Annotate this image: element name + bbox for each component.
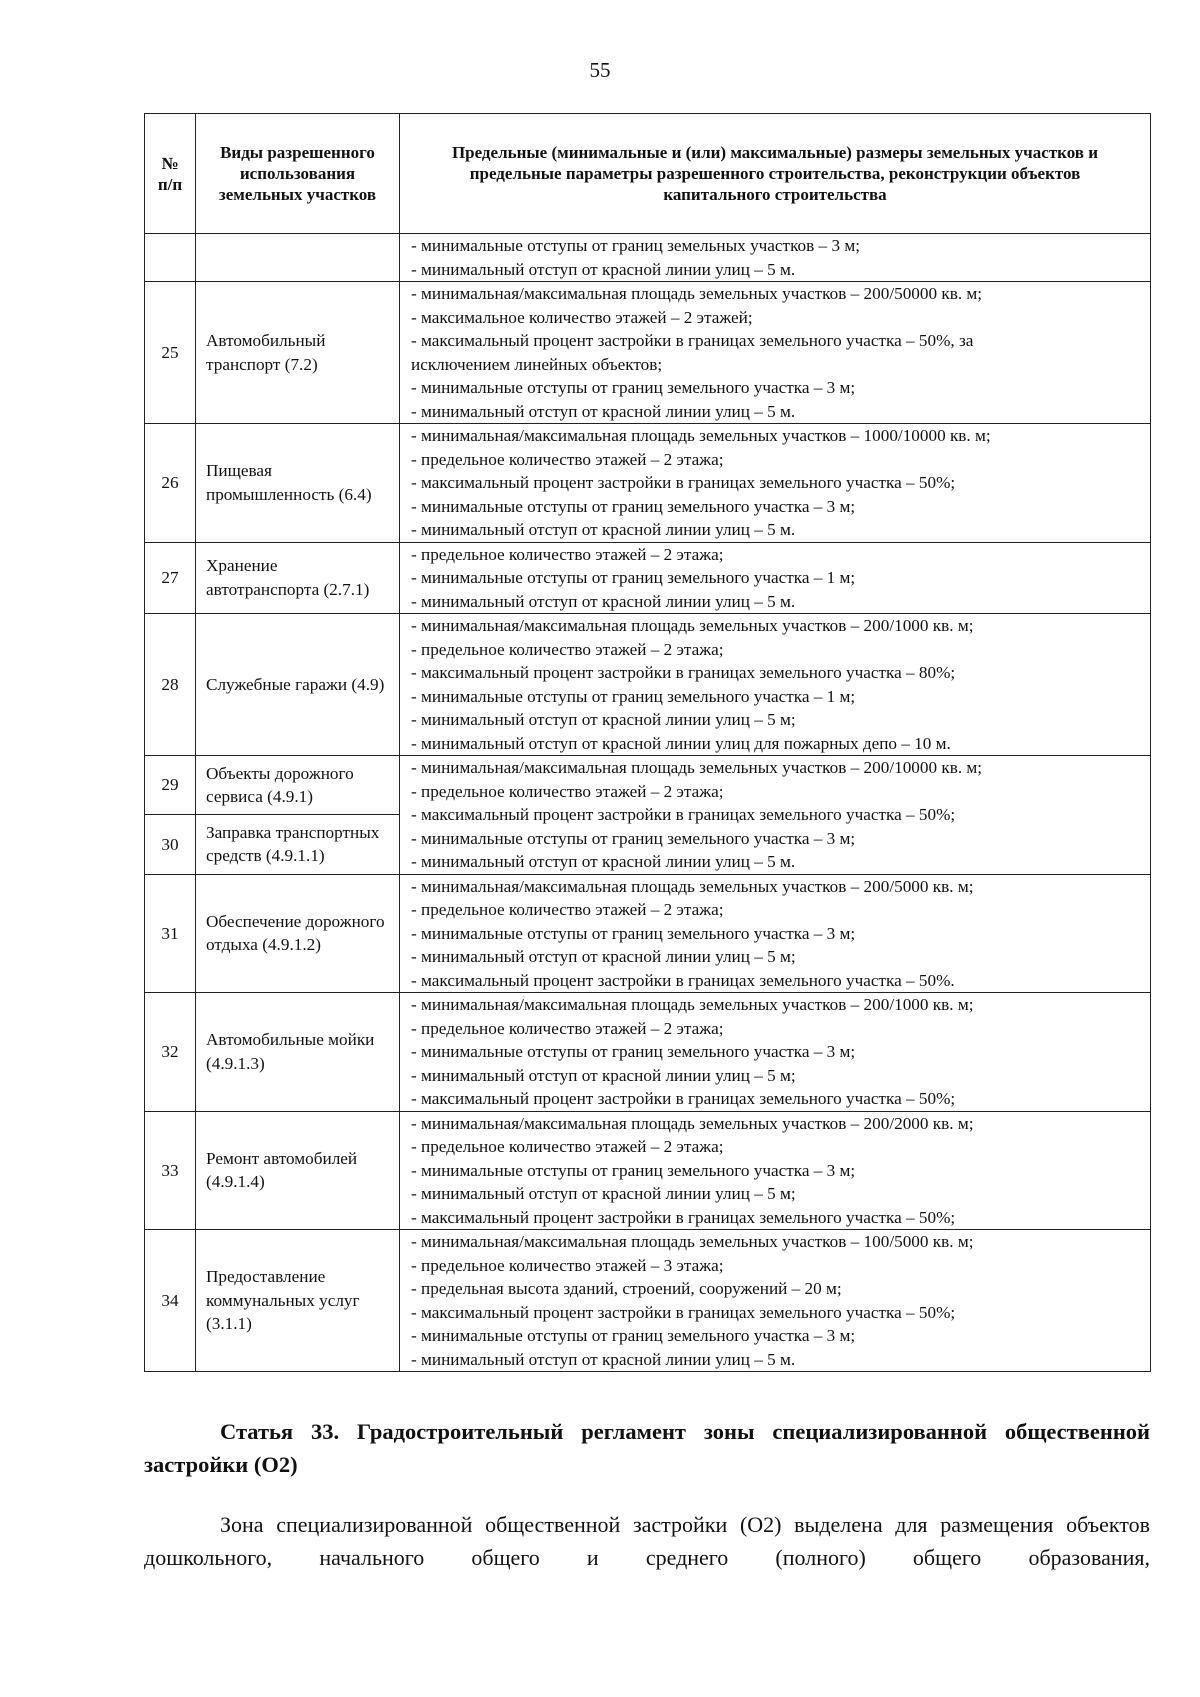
param-line: - максимальный процент застройки в границах земельного участка – 50%;: [411, 805, 956, 824]
param-line: - предельное количество этажей – 2 этажа;: [411, 544, 724, 564]
table-cell-params: [400, 1230, 1151, 1372]
table-row: [145, 993, 1151, 1112]
table-cell-name: Автомобильные мойки (4.9.1.3): [196, 993, 400, 1112]
param-line: - минимальный отступ от красной линии улиц – 5 м.: [411, 401, 796, 421]
table-cell-num: 33: [145, 1111, 196, 1230]
table-cell-params: [400, 282, 1151, 424]
table-row: [145, 614, 1151, 756]
table-cell-num: 29: [145, 756, 196, 815]
table-cell-params: [400, 234, 1151, 282]
param-line: - предельная высота зданий, строений, сооружений – 20 м;: [411, 1279, 842, 1298]
table-row: [145, 1230, 1151, 1372]
param-line: - минимальная/максимальная площадь земельных участков – 200/1000 кв. м;: [411, 616, 974, 635]
header-num: № п/п: [145, 114, 196, 234]
param-line: - минимальный отступ от красной линии улиц – 5 м.: [411, 259, 796, 279]
param-line: - предельное количество этажей – 3 этажа;: [411, 1255, 724, 1275]
table-cell-params: [400, 756, 1151, 875]
param-line: - максимальный процент застройки в границах земельного участка – 50%, за: [411, 331, 974, 350]
param-line: - минимальный отступ от красной линии улиц – 5 м.: [411, 591, 796, 611]
table-cell-num: 26: [145, 424, 196, 543]
table-cell-name: Объекты дорожного сервиса (4.9.1): [196, 756, 400, 815]
param-line: - максимальный процент застройки в границах земельного участка – 50%;: [411, 1207, 956, 1227]
param-line: - минимальный отступ от красной линии улиц – 5 м.: [411, 852, 796, 871]
param-line: - минимальный отступ от красной линии улиц – 5 м;: [411, 710, 796, 729]
param-line: - минимальные отступы от границ земельного участка – 3 м;: [411, 923, 856, 943]
param-line: - минимальные отступы от границ земельного участка – 3 м;: [411, 1326, 856, 1345]
param-line: - предельное количество этажей – 2 этажа;: [411, 781, 724, 801]
header-params: Предельные (минимальные и (или) максимальные) размеры земельных участков и предельные параметры разрешенного строительства, реконструкции объектов капитального строительства: [400, 114, 1151, 234]
table-cell-name: Заправка транспортных средств (4.9.1.1): [196, 815, 400, 874]
header-type: Виды разрешенного использования земельных участков: [196, 114, 400, 234]
table-cell-name: Пищевая промышленность (6.4): [196, 424, 400, 543]
table-cell-name: Предоставление коммунальных услуг (3.1.1): [196, 1230, 400, 1372]
param-line: - предельное количество этажей – 2 этажа;: [411, 449, 724, 469]
param-line: - минимальный отступ от красной линии улиц – 5 м;: [411, 1184, 796, 1203]
regulation-table: [144, 113, 1151, 1372]
param-line: - минимальная/максимальная площадь земельных участков – 200/2000 кв. м;: [411, 1113, 974, 1133]
table-cell-num: 32: [145, 993, 196, 1112]
param-line: - минимальная/максимальная площадь земельных участков – 1000/10000 кв. м;: [411, 426, 991, 445]
param-line: - минимальные отступы от границ земельных участков – 3 м;: [411, 236, 860, 255]
param-line: - предельное количество этажей – 2 этажа;: [411, 1137, 724, 1156]
param-line: - минимальные отступы от границ земельного участка – 3 м;: [411, 1042, 856, 1061]
param-line: - предельное количество этажей – 2 этажа;: [411, 900, 724, 919]
table-cell-num: 30: [145, 815, 196, 874]
table-header-row: [145, 114, 1151, 234]
table-cell-params: [400, 1111, 1151, 1230]
param-line: - минимальный отступ от красной линии улиц для пожарных депо – 10 м.: [411, 733, 951, 753]
param-line: - максимальный процент застройки в границах земельного участка – 50%.: [411, 970, 955, 990]
param-line: - минимальная/максимальная площадь земельных участков – 100/5000 кв. м;: [411, 1232, 974, 1251]
table-row: [145, 282, 1151, 424]
param-line: - минимальные отступы от границ земельного участка – 3 м;: [411, 496, 856, 516]
param-line: - максимальный процент застройки в границах земельного участка – 50%;: [411, 1089, 956, 1108]
param-line: - минимальный отступ от красной линии улиц – 5 м;: [411, 947, 796, 966]
table-row: [145, 756, 1151, 815]
param-line: - максимальный процент застройки в границах земельного участка – 50%;: [411, 1302, 956, 1322]
param-line: - минимальная/максимальная площадь земельных участков – 200/5000 кв. м;: [411, 876, 974, 896]
table-cell-params: [400, 542, 1151, 614]
table-row: [145, 1111, 1151, 1230]
table-cell-num: 25: [145, 282, 196, 424]
param-line: - минимальный отступ от красной линии улиц – 5 м.: [411, 520, 796, 539]
param-line: - максимальный процент застройки в границах земельного участка – 50%;: [411, 473, 956, 492]
table-cell-num: 31: [145, 874, 196, 993]
table-cell-name: [196, 234, 400, 282]
table-cell-num: 27: [145, 542, 196, 614]
table-cell-name: Хранение автотранспорта (2.7.1): [196, 542, 400, 614]
table-cell-num: [145, 234, 196, 282]
table-cell-name: Автомобильный транспорт (7.2): [196, 282, 400, 424]
param-line: - минимальные отступы от границ земельного участка – 3 м;: [411, 828, 856, 848]
table-cell-params: [400, 424, 1151, 543]
param-line: - минимальные отступы от границ земельного участка – 3 м;: [411, 378, 856, 397]
param-line: - минимальная/максимальная площадь земельных участков – 200/50000 кв. м;: [411, 284, 983, 303]
param-line: - минимальный отступ от красной линии улиц – 5 м.: [411, 1349, 796, 1369]
table-cell-num: 28: [145, 614, 196, 756]
table-row: [145, 424, 1151, 543]
table-row: [145, 542, 1151, 614]
param-line: - предельное количество этажей – 2 этажа;: [411, 639, 724, 659]
table-row: [145, 234, 1151, 282]
param-line: - минимальная/максимальная площадь земельных участков – 200/1000 кв. м;: [411, 995, 974, 1014]
table-cell-name: Обеспечение дорожного отдыха (4.9.1.2): [196, 874, 400, 993]
param-line: - максимальное количество этажей – 2 этажей;: [411, 307, 753, 327]
param-line: - минимальные отступы от границ земельного участка – 3 м;: [411, 1160, 856, 1180]
param-line: - предельное количество этажей – 2 этажа;: [411, 1018, 724, 1038]
table-cell-params: [400, 874, 1151, 993]
param-line: - минимальная/максимальная площадь земельных участков – 200/10000 кв. м;: [411, 758, 983, 777]
param-line: - минимальные отступы от границ земельного участка – 1 м;: [411, 568, 856, 587]
table-cell-num: 34: [145, 1230, 196, 1372]
param-line: - минимальные отступы от границ земельного участка – 1 м;: [411, 686, 856, 706]
param-line: исключением линейных объектов;: [411, 354, 663, 374]
article-paragraph: Зона специализированной общественной застройки (О2) выделена для размещения объектов дошкольного, начального общего и среднего (полного) общего образования,: [144, 1512, 1150, 1570]
table-row: [145, 874, 1151, 993]
table-cell-name: Ремонт автомобилей (4.9.1.4): [196, 1111, 400, 1230]
param-line: - минимальный отступ от красной линии улиц – 5 м;: [411, 1065, 796, 1085]
param-line: - максимальный процент застройки в границах земельного участка – 80%;: [411, 663, 956, 682]
table-cell-params: [400, 614, 1151, 756]
page-number: 55: [589, 58, 611, 82]
table-cell-params: [400, 993, 1151, 1112]
table-cell-name: Служебные гаражи (4.9): [196, 614, 400, 756]
article-heading: Статья 33. Градостроительный регламент зоны специализированной общественной застройки (О2): [144, 1419, 1150, 1477]
